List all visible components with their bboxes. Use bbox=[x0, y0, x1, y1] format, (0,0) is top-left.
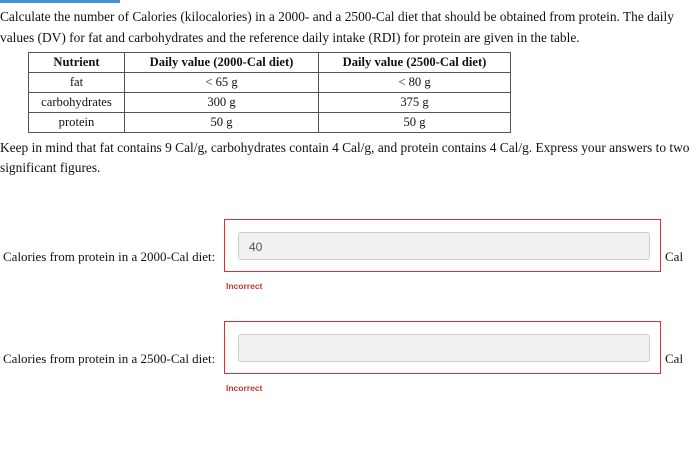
question-1-unit: Cal bbox=[665, 249, 684, 264]
problem-intro: Calculate the number of Calories (kilocalories) in a 2000- and a 2500-Cal diet that should be obtained from protein. The daily values (DV) for fat and carbohydrates and the reference daily intake (RDI) for protein are given in the table. bbox=[0, 9, 674, 45]
header-2000: Daily value (2000-Cal diet) bbox=[125, 53, 319, 73]
header-2500: Daily value (2500-Cal diet) bbox=[319, 53, 511, 73]
top-accent-bar bbox=[0, 0, 120, 3]
table-cell: < 65 g bbox=[125, 73, 319, 93]
daily-value-table bbox=[28, 52, 511, 133]
table-row bbox=[29, 113, 511, 133]
table-cell: 375 g bbox=[319, 93, 511, 113]
question-2-unit: Cal bbox=[665, 351, 684, 366]
question-1-answer-input[interactable]: 40 bbox=[238, 232, 650, 260]
table-row bbox=[29, 73, 511, 93]
table-cell: 50 g bbox=[319, 113, 511, 133]
table-cell: protein bbox=[29, 113, 125, 133]
question-1-label: Calories from protein in a 2000-Cal diet: bbox=[3, 249, 216, 264]
question-2-answer-input[interactable] bbox=[238, 334, 650, 362]
header-nutrient: Nutrient bbox=[29, 53, 125, 73]
table-cell: < 80 g bbox=[319, 73, 511, 93]
table-header-row bbox=[29, 53, 511, 73]
question-2-status: Incorrect bbox=[226, 383, 263, 393]
table-cell: 300 g bbox=[125, 93, 319, 113]
question-1-status: Incorrect bbox=[226, 281, 263, 291]
table-cell: fat bbox=[29, 73, 125, 93]
table-cell: carbohydrates bbox=[29, 93, 125, 113]
question-2-label: Calories from protein in a 2500-Cal diet: bbox=[3, 351, 216, 366]
question-1-answer-frame bbox=[224, 219, 661, 272]
question-2-answer-frame bbox=[224, 321, 661, 374]
table-cell: 50 g bbox=[125, 113, 319, 133]
problem-note: Keep in mind that fat contains 9 Cal/g, carbohydrates contain 4 Cal/g, and protein contains 4 Cal/g. Express your answers to two significant figures. bbox=[0, 140, 690, 175]
table-row bbox=[29, 93, 511, 113]
